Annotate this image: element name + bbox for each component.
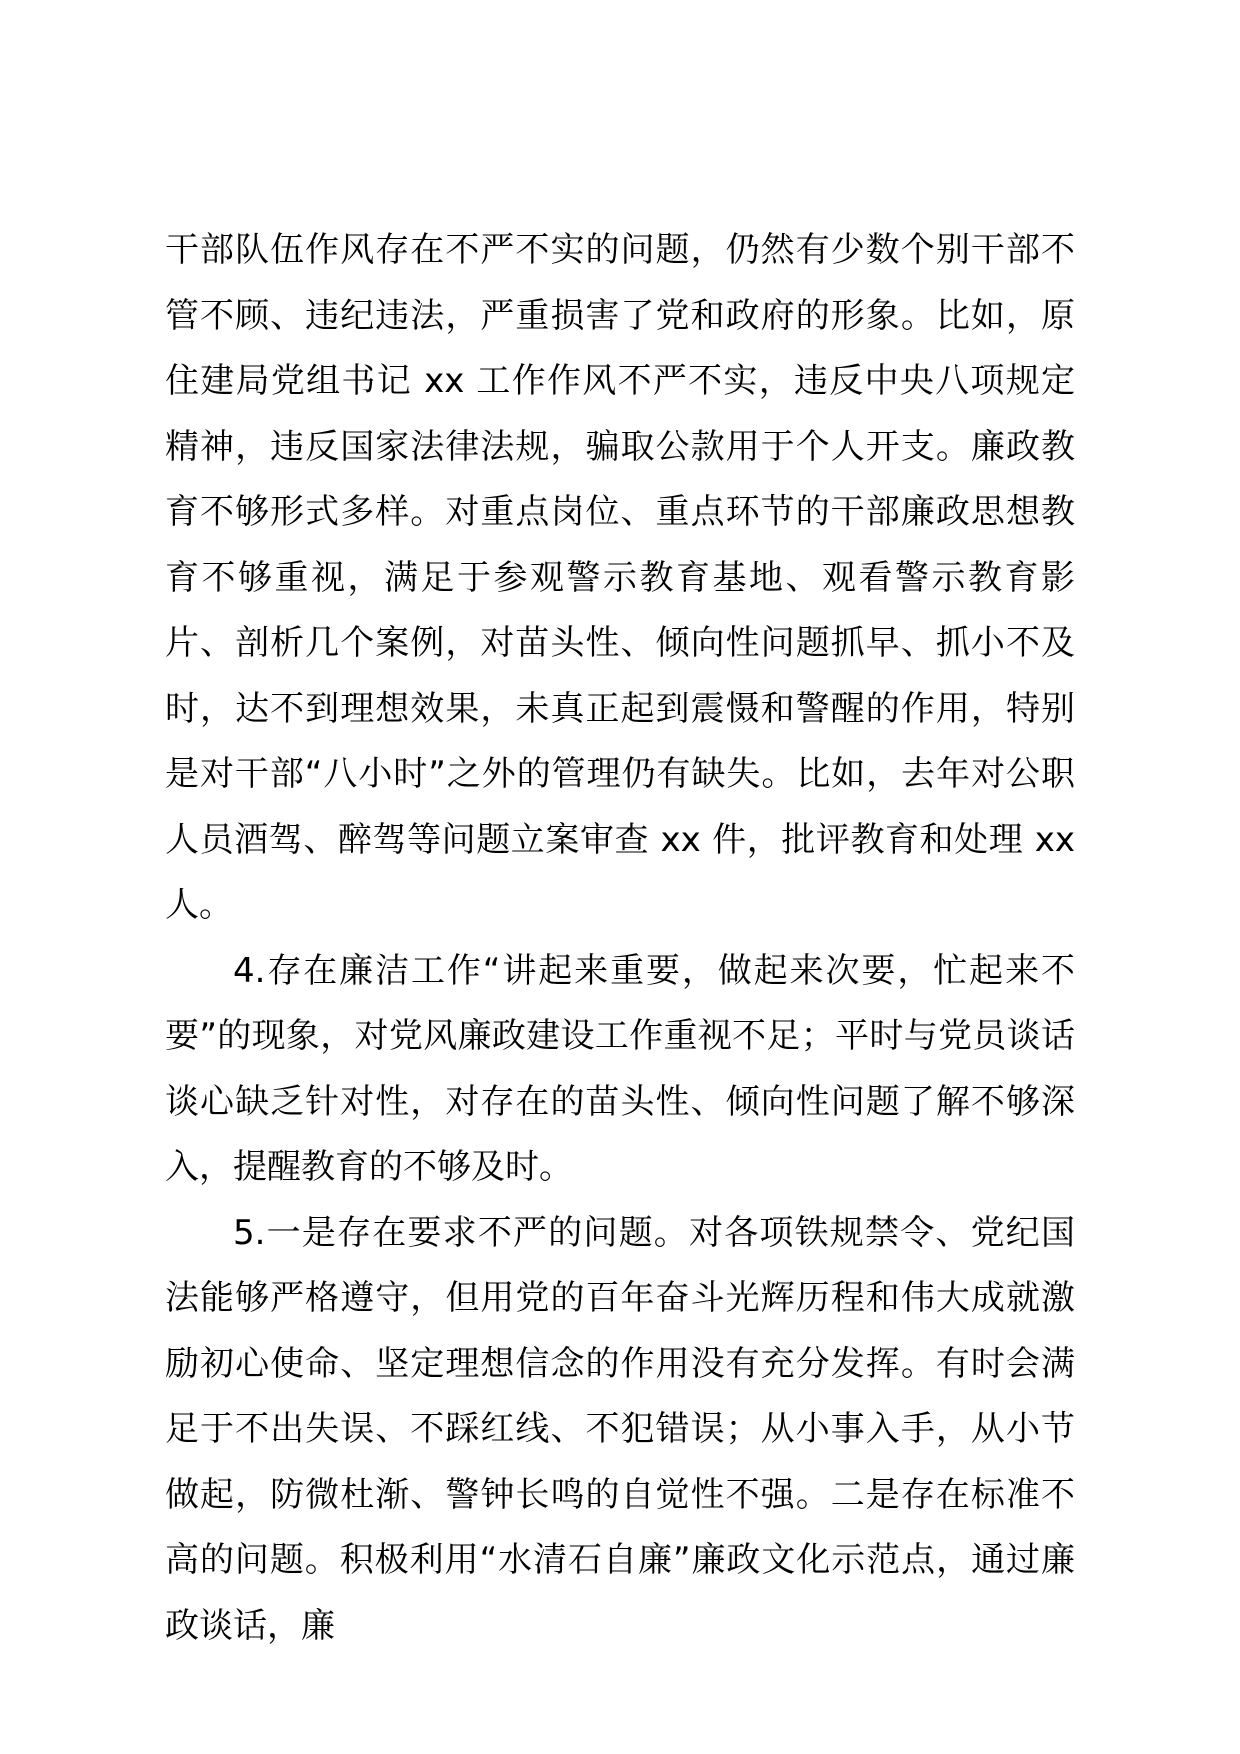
document-page (165, 218, 1075, 1659)
paragraph-item-5: 5.一是存在要求不严的问题。对各项铁规禁令、党纪国法能够严格遵守，但用党的百年奋斗光辉历程和伟大成就激励初心使命、坚定理想信念的作用没有充分发挥。有时会满足于不出失误、不踩红线、不犯错误；从小事入手，从小节做起，防微杜渐、警钟长鸣的自觉性不强。二是存在标准不高的问题。积极利用“水清石自廉”廉政文化示范点，通过廉政谈话，廉 (165, 1212, 1075, 1646)
paragraph-item-4: 4.存在廉洁工作“讲起来重要，做起来次要，忙起来不要”的现象，对党风廉政建设工作重视不足；平时与党员谈话谈心缺乏针对性，对存在的苗头性、倾向性问题了解不够深入，提醒教育的不够及时。 (165, 950, 1075, 1187)
paragraph-continued: 干部队伍作风存在不严不实的问题，仍然有少数个别干部不管不顾、违纪违法，严重损害了党和政府的形象。比如，原住建局党组书记 xx 工作作风不严不实，违反中央八项规定精神，违反国家法律法规，骗取公款用于个人开支。廉政教育不够形式多样。对重点岗位、重点环节的干部廉政思想教育不够重视，满足于参观警示教育基地、观看警示教育影片、剖析几个案例，对苗头性、倾向性问题抓早、抓小不及时，达不到理想效果，未真正起到震慑和警醒的作用，特别是对干部“八小时”之外的管理仍有缺失。比如，去年对公职人员酒驾、醉驾等问题立案审查 xx 件，批评教育和处理 xx 人。 (165, 230, 1075, 925)
